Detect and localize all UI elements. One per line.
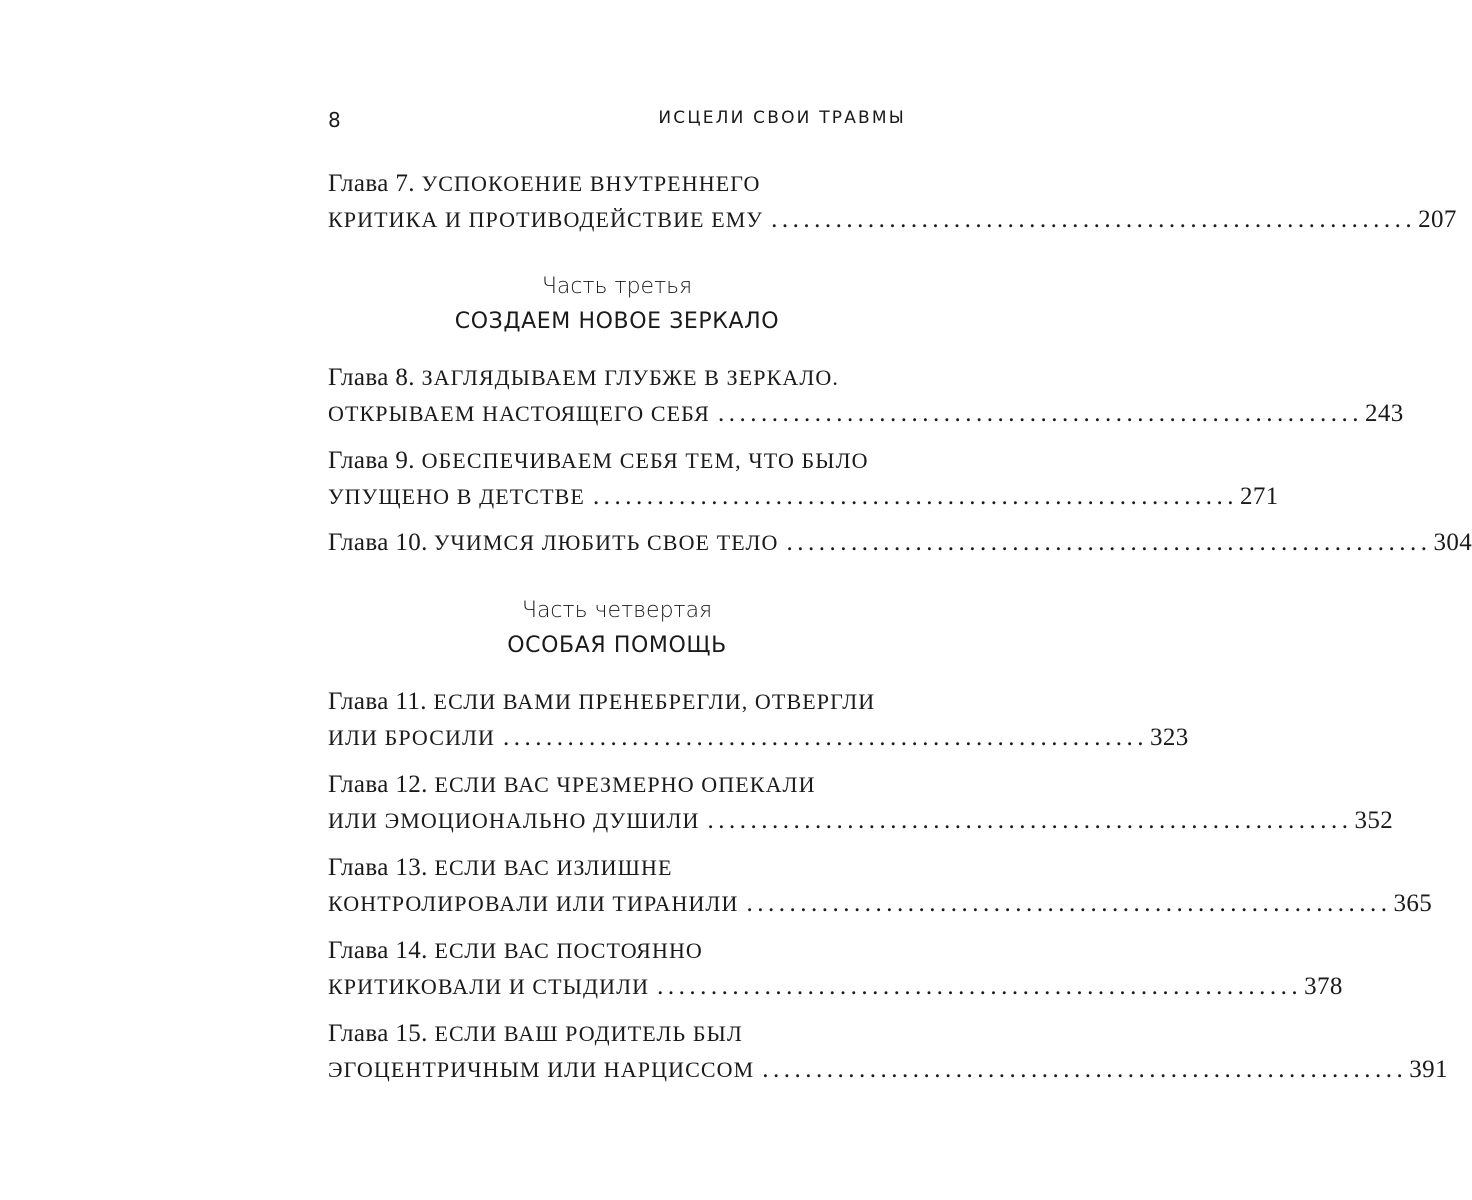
chapter-title-line-2: ЭГОЦЕНТРИЧНЫМ ИЛИ НАРЦИССОМ	[328, 1057, 755, 1082]
chapter-prefix: Глава 9.	[328, 447, 415, 474]
chapter-prefix: Глава 11.	[328, 688, 427, 715]
chapter-page-number: 304	[1433, 529, 1472, 556]
dot-leader: ............................................................	[762, 1056, 1408, 1083]
chapter-prefix: Глава 14.	[328, 937, 428, 964]
dot-leader: ............................................................	[592, 483, 1238, 510]
dot-leader: ............................................................	[707, 807, 1353, 834]
chapter-page-number: 365	[1393, 890, 1433, 917]
toc-entry-chapter-12[interactable]	[328, 767, 1394, 839]
chapter-prefix: Глава 7.	[328, 170, 415, 197]
page-number: 8	[328, 108, 342, 132]
part-heading-4	[328, 594, 906, 664]
book-title: ИСЦЕЛИ СВОИ ТРАВМЫ	[658, 108, 906, 128]
chapter-page-number: 378	[1304, 973, 1343, 1000]
toc-entry-chapter-15[interactable]	[328, 1016, 1448, 1088]
toc-entry-chapter-9[interactable]	[328, 443, 1279, 515]
chapter-title-line-1: ОБЕСПЕЧИВАЕМ СЕБЯ ТЕМ, ЧТО БЫЛО	[421, 448, 869, 473]
toc-entry-chapter-14[interactable]	[328, 933, 1343, 1005]
dot-leader: ............................................................	[502, 724, 1148, 751]
chapter-title-line-1: ЕСЛИ ВАС ИЗЛИШНЕ	[434, 855, 673, 880]
dot-leader: ............................................................	[717, 400, 1363, 427]
dot-leader: ............................................................	[657, 973, 1303, 1000]
chapter-prefix: Глава 8.	[328, 364, 415, 391]
toc-entry-chapter-10[interactable]	[328, 525, 1472, 561]
chapter-title-line-2: КРИТИКА И ПРОТИВОДЕЙСТВИЕ ЕМУ	[328, 207, 764, 232]
part-heading-3	[328, 270, 906, 340]
running-head	[328, 108, 906, 138]
chapter-page-number: 391	[1409, 1056, 1448, 1083]
part-title: СОЗДАЕМ НОВОЕ ЗЕРКАЛО	[454, 309, 780, 334]
part-label: Часть третья	[541, 274, 693, 299]
chapter-title-line-1: ЗАГЛЯДЫВАЕМ ГЛУБЖЕ В ЗЕРКАЛО.	[421, 365, 839, 390]
chapter-title-line-2: КОНТРОЛИРОВАЛИ ИЛИ ТИРАНИЛИ	[328, 891, 739, 916]
chapter-title-line-1: ЕСЛИ ВАС ПОСТОЯННО	[434, 938, 703, 963]
chapter-title-line-1: ЕСЛИ ВАШ РОДИТЕЛЬ БЫЛ	[434, 1021, 743, 1046]
chapter-page-number: 352	[1354, 807, 1394, 834]
chapter-title-line-2: ИЛИ ЭМОЦИОНАЛЬНО ДУШИЛИ	[328, 808, 700, 833]
dot-leader: ............................................................	[786, 529, 1432, 556]
chapter-title-line-1: ЕСЛИ ВАС ЧРЕЗМЕРНО ОПЕКАЛИ	[434, 772, 816, 797]
chapter-page-number: 207	[1418, 206, 1457, 233]
chapter-prefix: Глава 15.	[328, 1020, 428, 1047]
toc-entry-chapter-8[interactable]	[328, 360, 1404, 432]
chapter-title-line-1: УСПОКОЕНИЕ ВНУТРЕННЕГО	[421, 171, 761, 196]
chapter-prefix: Глава 13.	[328, 854, 428, 881]
chapter-title-line-2: УПУЩЕНО В ДЕТСТВЕ	[328, 484, 585, 509]
chapter-title-line-2: ИЛИ БРОСИЛИ	[328, 725, 495, 750]
chapter-title-line-1: ЕСЛИ ВАМИ ПРЕНЕБРЕГЛИ, ОТВЕРГЛИ	[433, 689, 876, 714]
toc-entry-chapter-7[interactable]	[328, 166, 1457, 238]
dot-leader: ............................................................	[771, 206, 1417, 233]
toc-entry-chapter-13[interactable]	[328, 850, 1433, 922]
chapter-page-number: 243	[1364, 400, 1404, 427]
toc-entry-chapter-11[interactable]	[328, 684, 1189, 756]
part-title: ОСОБАЯ ПОМОЩЬ	[507, 633, 727, 658]
chapter-page-number: 271	[1239, 483, 1279, 510]
chapter-prefix: Глава 12.	[328, 771, 428, 798]
chapter-title-line-2: КРИТИКОВАЛИ И СТЫДИЛИ	[328, 974, 650, 999]
chapter-prefix: Глава 10.	[328, 529, 428, 556]
chapter-title-line-1: УЧИМСЯ ЛЮБИТЬ СВОЕ ТЕЛО	[433, 530, 779, 555]
dot-leader: ............................................................	[746, 890, 1392, 917]
chapter-page-number: 323	[1149, 724, 1189, 751]
part-label: Часть четвертая	[521, 598, 713, 623]
chapter-title-line-2: ОТКРЫВАЕМ НАСТОЯЩЕГО СЕБЯ	[328, 401, 710, 426]
